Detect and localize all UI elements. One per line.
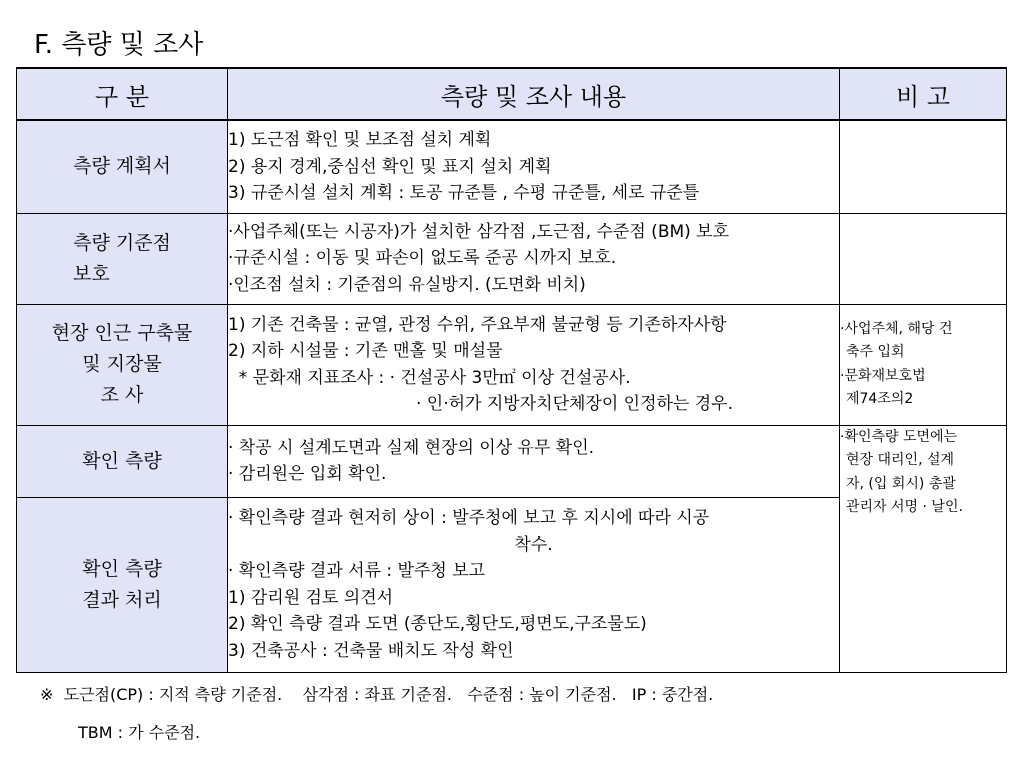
table-row <box>17 425 1007 497</box>
header-note: 비 고 <box>840 68 1007 120</box>
row-note: ·확인측량 도면에는 현장 대리인, 설계 자, (입 회시) 총괄 관리자 서명 · 날인. <box>840 425 1007 672</box>
row-note: ·사업주체, 해당 건 축주 입회 ·문화재보호법 제74조의2 <box>840 304 1007 425</box>
table-row <box>17 304 1007 425</box>
header-category: 구 분 <box>17 68 228 120</box>
page-title: F. 측량 및 조사 <box>34 30 204 60</box>
row-content: 1) 기존 건축물 : 균열, 관정 수위, 주요부재 불균형 등 기존하자사항 2) 지하 시설물 : 기존 맨홀 및 매설물 * 문화재 지표조사 : · 건설공사 3만㎡ 이상 건설공사. · 인·허가 지방자치단체장이 인정하는 경우. <box>228 304 840 425</box>
row-category: 확인 측량 결과 처리 <box>17 497 228 672</box>
row-category: 확인 측량 <box>17 425 228 497</box>
survey-table <box>16 67 1007 673</box>
row-category: 측량 계획서 <box>17 120 228 213</box>
row-content: 1) 도근점 확인 및 보조점 설치 계획 2) 용지 경계,중심선 확인 및 표지 설치 계획 3) 규준시설 설치 계획 : 토공 규준틀 , 수평 규준틀, 세로 규준틀 <box>228 120 840 213</box>
header-content: 측량 및 조사 내용 <box>228 68 840 120</box>
table-header-row <box>17 68 1007 120</box>
footnote-line-2: TBM : 가 수준점. <box>78 723 201 742</box>
row-content: · 확인측량 결과 현저히 상이 : 발주청에 보고 후 지시에 따라 시공 착수. · 확인측량 결과 서류 : 발주청 보고 1) 감리원 검토 의견서 2) 확인 측량 결과 도면 (종단도,횡단도,평면도,구조물도) 3) 건축공사 : 건축물 배치도 작성 확인 <box>228 497 840 672</box>
row-content: · 착공 시 설계도면과 실제 현장의 이상 유무 확인. · 감리원은 입회 확인. <box>228 425 840 497</box>
row-note <box>840 213 1007 304</box>
row-content: ·사업주체(또는 시공자)가 설치한 삼각점 ,도근점, 수준점 (BM) 보호 ·규준시설 : 이동 및 파손이 없도록 준공 시까지 보호. ·인조점 설치 : 기준점의 유실방지. (도면화 비치) <box>228 213 840 304</box>
row-category: 측량 기준점 보호 <box>17 213 228 304</box>
table-row <box>17 213 1007 304</box>
row-note <box>840 120 1007 213</box>
footnote-line-1: ※ 도근점(CP) : 지적 측량 기준점. 삼각점 : 좌표 기준점. 수준점 : 높이 기준점. IP : 중간점. <box>40 685 714 704</box>
row-category: 현장 인근 구축물 및 지장물 조 사 <box>17 304 228 425</box>
table-row <box>17 120 1007 213</box>
